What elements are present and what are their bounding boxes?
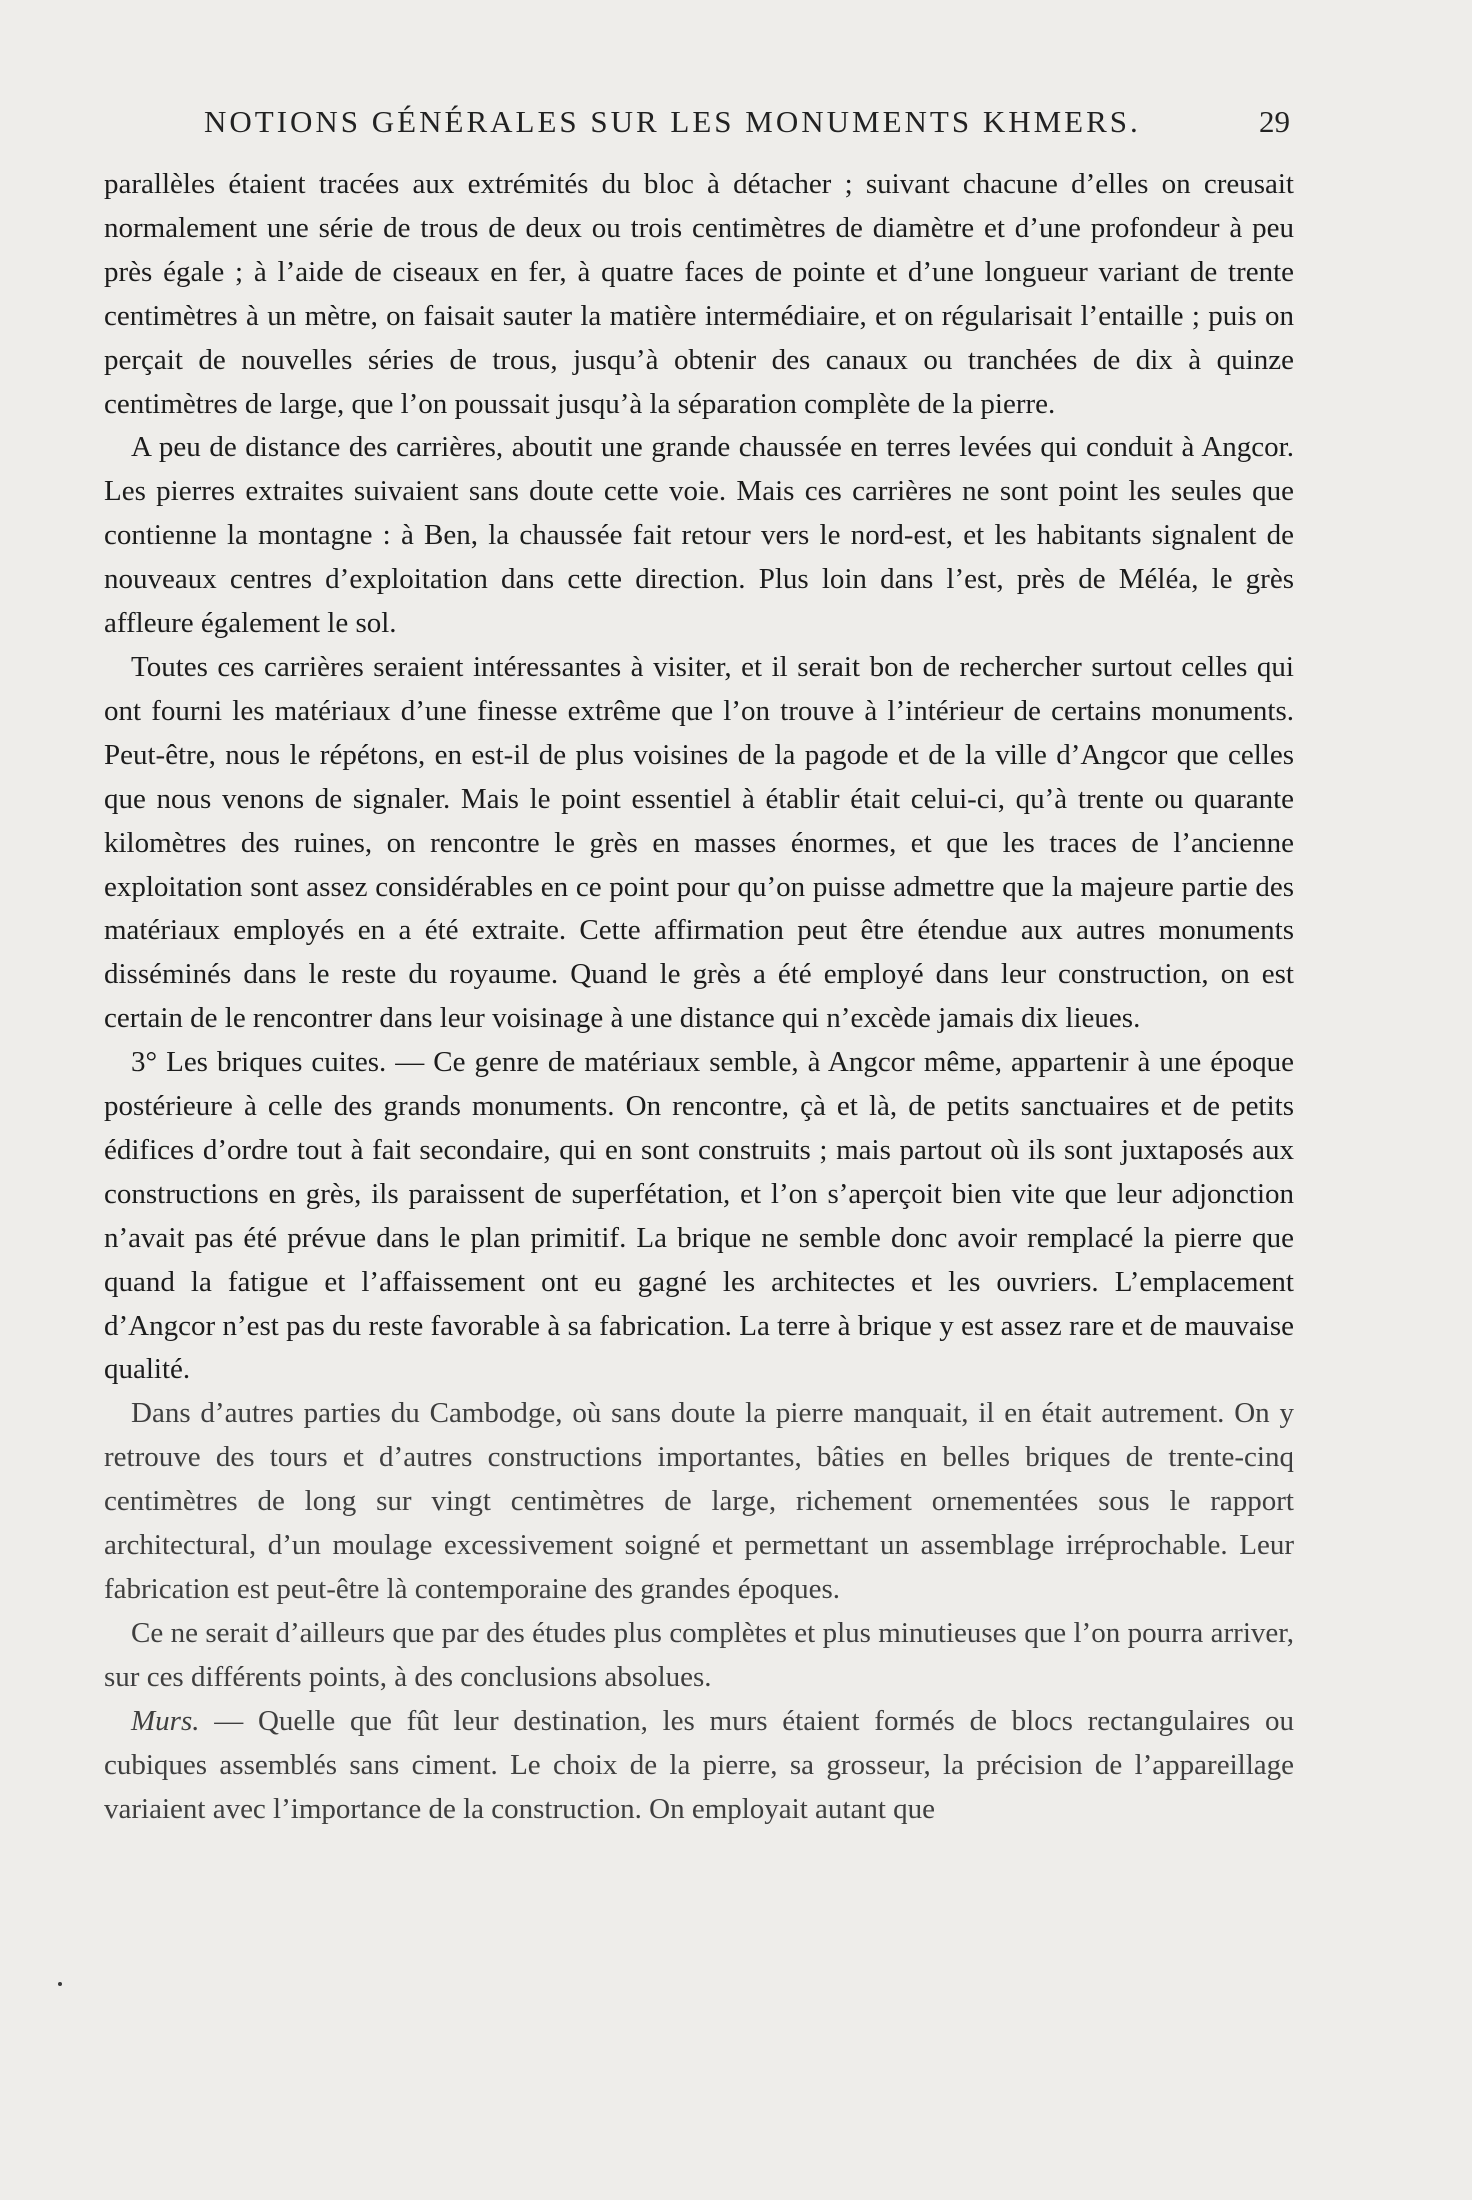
paragraph-further-studies: Ce ne serait d’ailleurs que par des études plus complètes et plus minutieuses que l’on pourra arriver, sur ces différents points, à des conclusions absolues. [104,1616,1294,1693]
paragraph-road-to-angcor: A peu de distance des carrières, aboutit une grande chaussée en terres levées qui conduit à Angcor. Les pierres extraites suivaient sans doute cette voie. Mais ces carrières ne sont point les seules que contienne la montagne : à Ben, la chaussée fait retour vers le nord-est, et les habitants signalent de nouveaux centres d’exploitation dans cette direction. Plus loin dans l’est, près de Méléa, le grès affleure également le sol. [104,431,1294,640]
walls-heading: Murs. [131,1704,200,1737]
page-number: 29 [1259,104,1290,139]
paragraph-quarries-origin: Toutes ces carrières seraient intéressantes à visiter, et il serait bon de rechercher surtout celles qui ont fourni les matériaux d’une finesse extrême que l’on trouve à l’intérieur de certains monuments. Peut-être, nous le répétons, en est-il de plus voisines de la pagode et de la ville d’Angcor que celles que nous venons de signaler. Mais le point essentiel à établir était celui-ci, qu’à trente ou quarante kilomètres des ruines, on rencontre le grès en masses énormes, et que les traces de l’ancienne exploitation sont assez considérables en ce point pour qu’on puisse admettre que la majeure partie des matériaux employés en a été extraite. Cette affirmation peut être étendue aux autres monuments disséminés dans le reste du royaume. Quand le grès a été employé dans leur construction, on est certain de le rencontrer dans leur voisinage à une distance qui n’excède jamais dix lieues. [104,650,1294,1035]
paragraph-quarrying-method: parallèles étaient tracées aux extrémités du bloc à détacher ; suivant chacune d’elles on creusait normalement une série de trous de deux ou trois centimètres de diamètre et d’une profondeur à peu près égale ; à l’aide de ciseaux en fer, à quatre faces de pointe et d’une longueur variant de trente centimètres à un mètre, on faisait sauter la matière intermédiaire, et on régularisait l’entaille ; puis on perçait de nouvelles séries de trous, jusqu’à obtenir des canaux ou tranchées de dix à quinze centimètres de large, que l’on poussait jusqu’à la séparation complète de la pierre. [104,168,1294,420]
paragraph-baked-bricks: 3° Les briques cuites. — Ce genre de matériaux semble, à Angcor même, appartenir à une époque postérieure à celle des grands monuments. On rencontre, çà et là, de petits sanctuaires et de petits édifices d’ordre tout à fait secondaire, qui en sont construits ; mais partout où ils sont juxtaposés aux constructions en grès, ils paraissent de superfétation, et l’on s’aperçoit bien vite que leur adjonction n’avait pas été prévue dans le plan primitif. La brique ne semble donc avoir remplacé la pierre que quand la fatigue et l’affaissement ont eu gagné les architectes et les ouvriers. L’emplacement d’Angcor n’est pas du reste favorable à sa fabrication. La terre à brique y est assez rare et de mauvaise qualité. [104,1046,1294,1386]
walls-text: — Quelle que fût leur destination, les murs étaient formés de blocs rectangulaires ou cubiques assemblés sans ciment. Le choix de la pierre, sa grosseur, la précision de l’appareillage variaient avec l’importance de la construction. On employait autant que [104,1704,1294,1825]
ink-speck [58,1982,62,1986]
running-head [104,104,1294,144]
paragraph-cambodia-bricks: Dans d’autres parties du Cambodge, où sans doute la pierre manquait, il en était autrement. On y retrouve des tours et d’autres constructions importantes, bâties en belles briques de trente-cinq centimètres de long sur vingt centimètres de large, richement ornementées sous le rapport architectural, d’un moulage excessivement soigné et permettant un assemblage irréprochable. Leur fabrication est peut-être là contemporaine des grandes époques. [104,1397,1294,1605]
running-title: NOTIONS GÉNÉRALES SUR LES MONUMENTS KHMERS. [204,104,1141,139]
main-text [104,163,1294,1831]
paragraph-walls [104,1700,1294,1832]
